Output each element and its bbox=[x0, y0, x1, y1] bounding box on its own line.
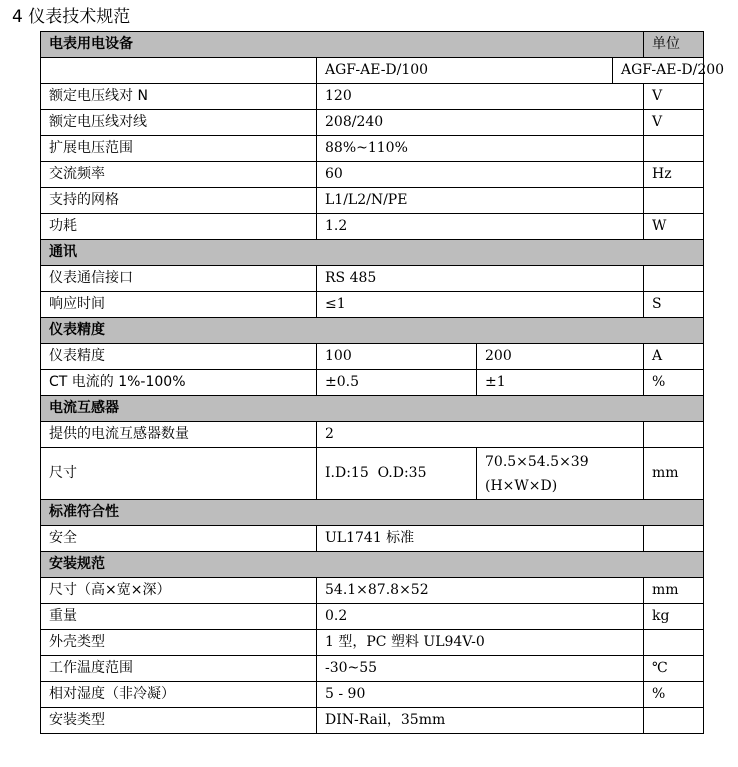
table-row bbox=[41, 370, 704, 396]
table-row bbox=[41, 682, 704, 708]
row-label: 仪表通信接口 bbox=[41, 266, 317, 292]
table-row bbox=[41, 266, 704, 292]
row-unit bbox=[644, 526, 704, 552]
table-row bbox=[41, 526, 704, 552]
table-row bbox=[41, 84, 704, 110]
row-value-1: ±0.5 bbox=[317, 370, 477, 396]
header-label: 电表用电设备 bbox=[41, 32, 644, 58]
table-row bbox=[41, 422, 704, 448]
row-value: 1 型，PC 塑料 UL94V-0 bbox=[317, 630, 644, 656]
row-label: 相对湿度（非冷凝） bbox=[41, 682, 317, 708]
table-row bbox=[41, 604, 704, 630]
table-row bbox=[41, 656, 704, 682]
model-name: AGF-AE-D/100 bbox=[317, 58, 613, 84]
row-value-1: I.D:15 O.D:35 bbox=[317, 448, 477, 500]
section-title-install: 安装规范 bbox=[41, 552, 704, 578]
row-label: 尺寸（高×宽×深） bbox=[41, 578, 317, 604]
table-row bbox=[41, 630, 704, 656]
row-value: 60 bbox=[317, 162, 644, 188]
row-value: 54.1×87.8×52 bbox=[317, 578, 644, 604]
row-value: L1/L2/N/PE bbox=[317, 188, 644, 214]
row-label: 额定电压线对线 bbox=[41, 110, 317, 136]
row-unit: mm bbox=[644, 578, 704, 604]
section-row bbox=[41, 240, 704, 266]
row-label: 扩展电压范围 bbox=[41, 136, 317, 162]
section-row bbox=[41, 396, 704, 422]
table-row bbox=[41, 136, 704, 162]
section-heading: 4 仪表技术规范 bbox=[12, 7, 131, 27]
row-unit bbox=[644, 630, 704, 656]
table-row bbox=[41, 110, 704, 136]
row-unit: V bbox=[644, 110, 704, 136]
row-unit: ℃ bbox=[644, 656, 704, 682]
row-value-2 bbox=[477, 448, 644, 500]
ct-size-line: (H×W×D) bbox=[485, 477, 558, 494]
row-unit bbox=[644, 136, 704, 162]
row-label: 响应时间 bbox=[41, 292, 317, 318]
row-label: 尺寸 bbox=[41, 448, 317, 500]
empty-cell bbox=[41, 58, 317, 84]
row-label: 交流频率 bbox=[41, 162, 317, 188]
row-label: 安全 bbox=[41, 526, 317, 552]
table-row bbox=[41, 292, 704, 318]
row-label: 支持的网格 bbox=[41, 188, 317, 214]
table-row bbox=[41, 162, 704, 188]
row-value: 5 - 90 bbox=[317, 682, 644, 708]
row-value-2: ±1 bbox=[477, 370, 644, 396]
row-value: 88%~110% bbox=[317, 136, 644, 162]
spec-table bbox=[40, 31, 725, 734]
row-value: UL1741 标准 bbox=[317, 526, 644, 552]
row-value-2: 200 bbox=[477, 344, 644, 370]
section-row bbox=[41, 500, 704, 526]
table-row bbox=[41, 708, 704, 734]
table-row bbox=[41, 188, 704, 214]
row-unit: % bbox=[644, 370, 704, 396]
row-label: CT 电流的 1%-100% bbox=[41, 370, 317, 396]
ct-size-line: 70.5×54.5×39 bbox=[485, 453, 589, 470]
table-row bbox=[41, 344, 704, 370]
section-title-comm: 通讯 bbox=[41, 240, 704, 266]
row-value: ≤1 bbox=[317, 292, 644, 318]
row-label: 工作温度范围 bbox=[41, 656, 317, 682]
row-unit bbox=[644, 708, 704, 734]
row-value-1: 100 bbox=[317, 344, 477, 370]
row-unit bbox=[644, 422, 704, 448]
row-label: 提供的电流互感器数量 bbox=[41, 422, 317, 448]
row-unit: V bbox=[644, 84, 704, 110]
section-title-standard: 标准符合性 bbox=[41, 500, 704, 526]
row-value: -30~55 bbox=[317, 656, 644, 682]
row-label: 功耗 bbox=[41, 214, 317, 240]
row-unit: Hz bbox=[644, 162, 704, 188]
header-unit: 单位 bbox=[644, 32, 704, 58]
section-title-ct: 电流互感器 bbox=[41, 396, 704, 422]
row-unit: A bbox=[644, 344, 704, 370]
row-value: 120 bbox=[317, 84, 644, 110]
table-row bbox=[41, 448, 704, 500]
row-label: 重量 bbox=[41, 604, 317, 630]
row-value: 1.2 bbox=[317, 214, 644, 240]
section-row bbox=[41, 552, 704, 578]
section-title-accuracy: 仪表精度 bbox=[41, 318, 704, 344]
table-row bbox=[41, 214, 704, 240]
row-unit bbox=[644, 188, 704, 214]
row-unit: mm bbox=[644, 448, 704, 500]
row-label: 仪表精度 bbox=[41, 344, 317, 370]
model-name: AGF-AE-D/200 bbox=[613, 58, 704, 84]
row-unit: kg bbox=[644, 604, 704, 630]
row-value: RS 485 bbox=[317, 266, 644, 292]
row-unit: W bbox=[644, 214, 704, 240]
table-row bbox=[41, 578, 704, 604]
row-unit bbox=[644, 266, 704, 292]
row-label: 安装类型 bbox=[41, 708, 317, 734]
row-label: 额定电压线对 N bbox=[41, 84, 317, 110]
row-label: 外壳类型 bbox=[41, 630, 317, 656]
row-value: 208/240 bbox=[317, 110, 644, 136]
table-header-row bbox=[41, 32, 704, 58]
model-row bbox=[41, 58, 704, 84]
row-unit: S bbox=[644, 292, 704, 318]
row-unit: % bbox=[644, 682, 704, 708]
row-value: DIN-Rail，35mm bbox=[317, 708, 644, 734]
row-value: 0.2 bbox=[317, 604, 644, 630]
section-row bbox=[41, 318, 704, 344]
row-value: 2 bbox=[317, 422, 644, 448]
